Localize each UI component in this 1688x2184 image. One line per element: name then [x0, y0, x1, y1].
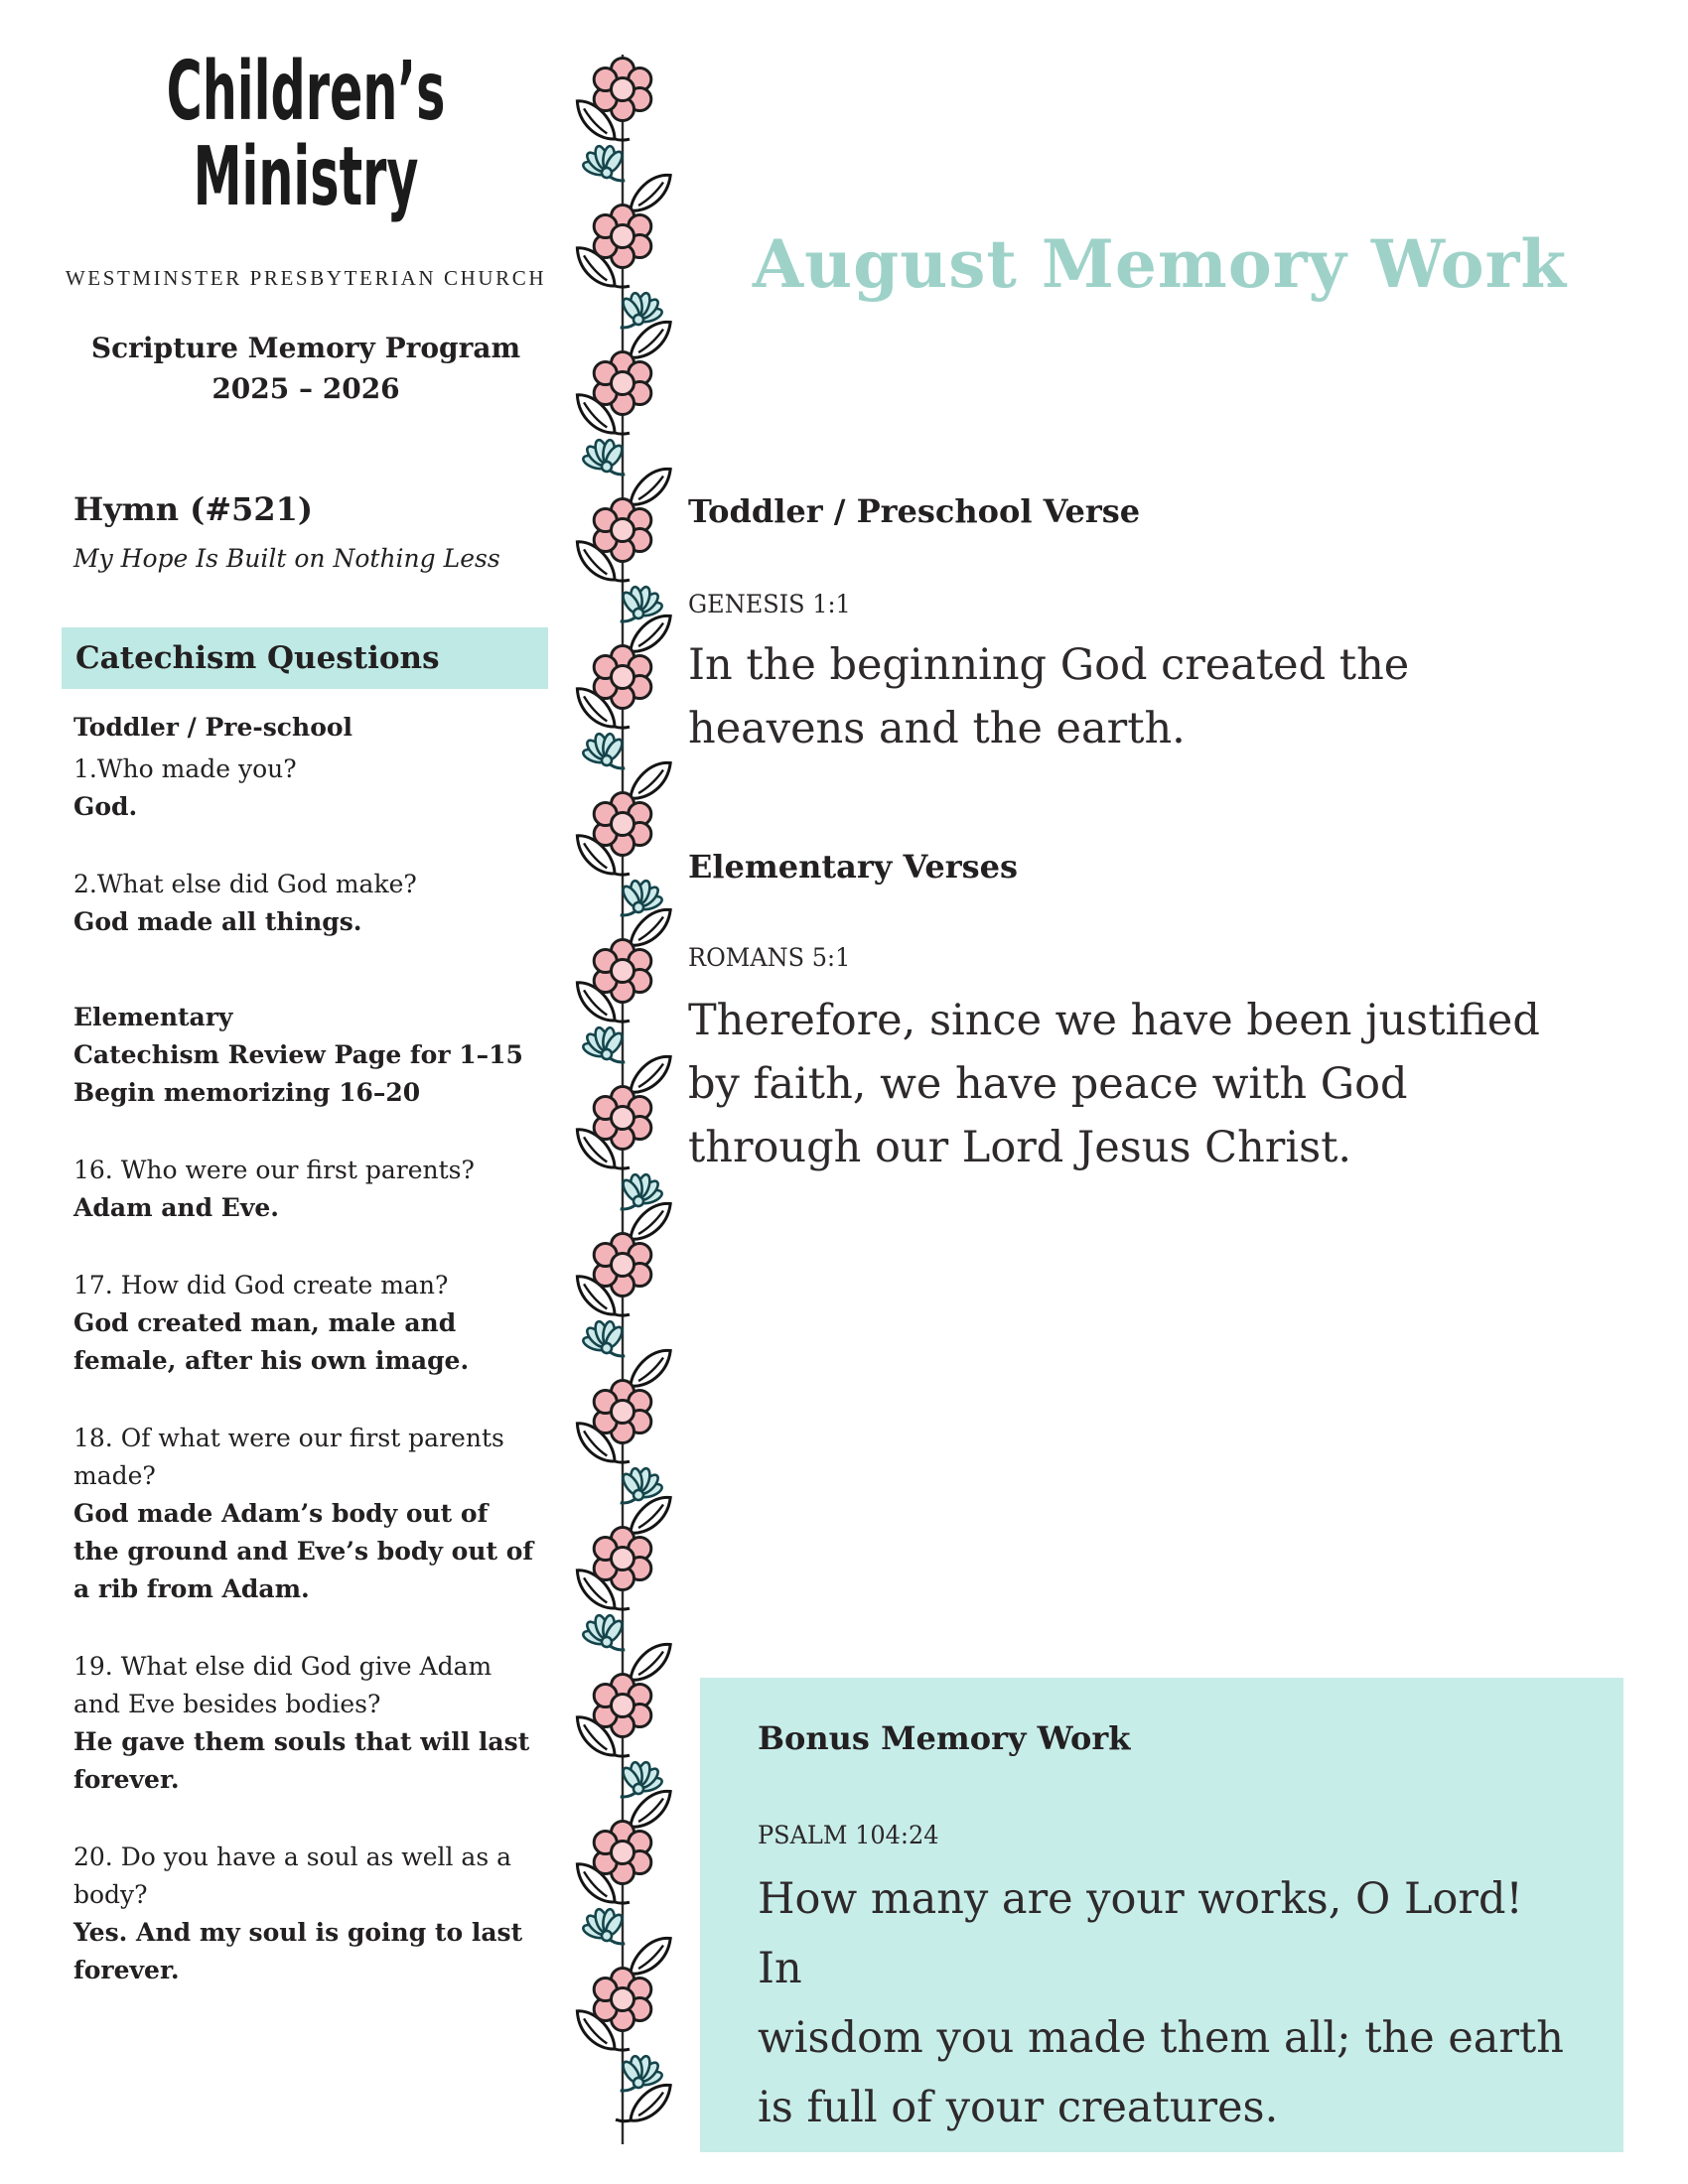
page-title: August Memory Work — [752, 225, 1568, 303]
logo-text: Children’s Ministry — [166, 45, 446, 224]
bonus-memory-work-box — [700, 1678, 1623, 2152]
verse-text: How many are your works, O Lord! In wisdom you made them all; the earth is full of your creatures. — [758, 1874, 1564, 2132]
catechism-questions-header: Catechism Questions — [62, 627, 548, 689]
answer: Yes. And my soul is going to last forever. — [73, 1918, 523, 1984]
toddler-qa-list — [73, 751, 542, 941]
answer: He gave them souls that will last forever. — [73, 1727, 530, 1794]
question: 19. What else did God give Adam and Eve besides bodies? — [73, 1652, 492, 1718]
verse-reference: GENESIS 1:1 — [688, 590, 851, 618]
question: 16. Who were our first parents? — [73, 1156, 475, 1184]
question: 2.What else did God make? — [73, 870, 417, 898]
hymn-heading: Hymn (#521) — [73, 490, 313, 528]
toddler-verse-heading: Toddler / Preschool Verse — [688, 492, 1141, 530]
elementary-verses-heading: Elementary Verses — [688, 848, 1018, 886]
verse-text: Therefore, since we have been justified by faith, we have peace with God through our Lord Jesus Christ. — [688, 996, 1540, 1172]
answer: God made Adam’s body out of the ground and Eve’s body out of a rib from Adam. — [73, 1499, 534, 1603]
question: 17. How did God create man? — [73, 1271, 449, 1299]
question: 18. Of what were our first parents made? — [73, 1424, 504, 1490]
elementary-heading: Elementary — [73, 1003, 233, 1031]
hymn-subtitle: My Hope Is Built on Nothing Less — [73, 544, 500, 573]
verse-text: In the beginning God created the heavens and the earth. — [688, 640, 1410, 753]
answer: Adam and Eve. — [73, 1193, 279, 1222]
verse-reference: PSALM 104:24 — [758, 1821, 939, 1849]
elementary-notes: Catechism Review Page for 1–15 Begin memorizing 16–20 — [73, 1040, 523, 1107]
question: 1.Who made you? — [73, 754, 297, 783]
childrens-ministry-logo — [62, 45, 550, 224]
answer: God. — [73, 792, 138, 821]
bonus-heading: Bonus Memory Work — [758, 1719, 1131, 1757]
question: 20. Do you have a soul as well as a body? — [73, 1843, 512, 1909]
verse-reference: ROMANS 5:1 — [688, 943, 851, 972]
left-column — [62, 0, 550, 2184]
answer: God made all things. — [73, 907, 362, 936]
church-name: WESTMINSTER PRESBYTERIAN CHURCH — [65, 266, 547, 290]
elementary-qa-list — [73, 999, 542, 1989]
program-title: Scripture Memory Program 2025 – 2026 — [90, 332, 521, 405]
answer: God created man, male and female, after his own image. — [73, 1308, 470, 1375]
toddler-preschool-heading: Toddler / Pre-school — [73, 713, 353, 742]
flower-vine-divider — [551, 0, 695, 2184]
